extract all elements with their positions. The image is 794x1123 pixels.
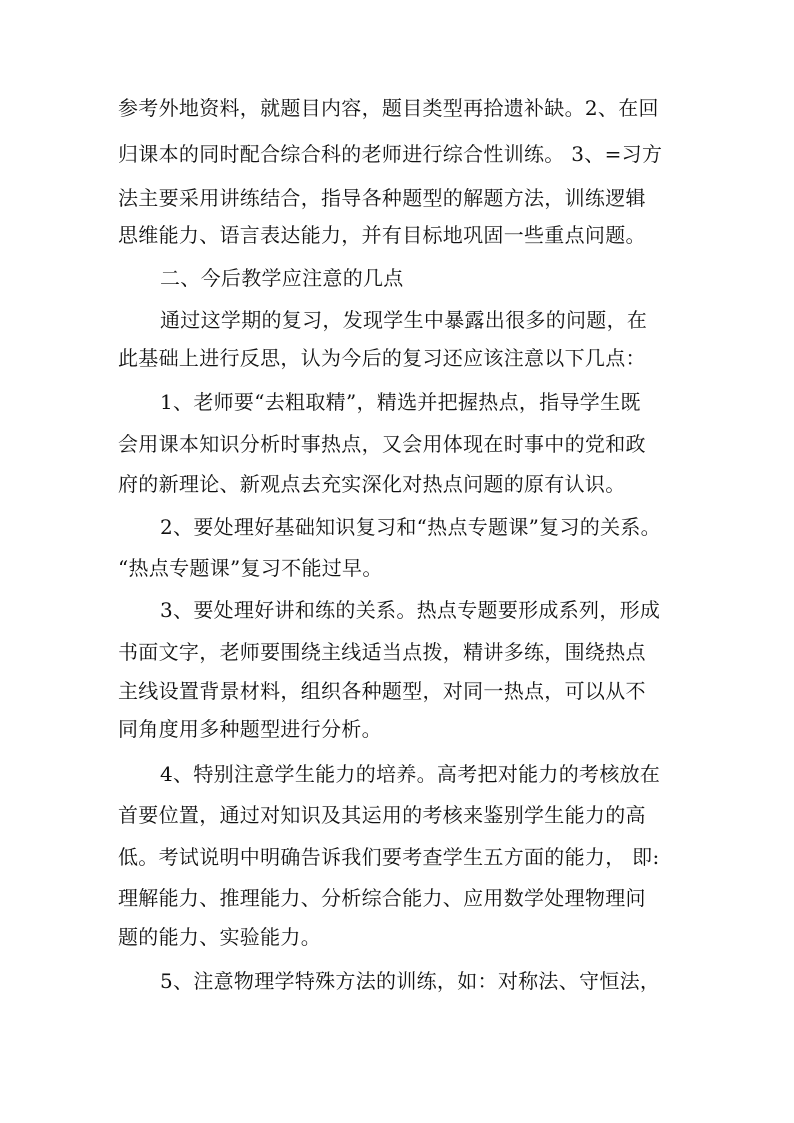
section-heading: 二、今后教学应注意的几点 [160,266,404,290]
text-line: 参考外地资料，就题目内容，题目类型再拾遗补缺。2、在回 [118,96,659,120]
text-line: 理解能力、推理能力、分析综合能力、应用数学处理物理问 [118,886,646,910]
text-line: 4、特别注意学生能力的培养。高考把对能力的考核放在 [160,762,661,786]
text-line: 会用课本知识分析时事热点，又会用体现在时事中的党和政 [118,432,646,456]
text-line: 同角度用多种题型进行分析。 [118,717,382,741]
text-line: 3、要处理好讲和练的关系。热点专题要形成系列，形成 [160,598,661,622]
text-line: 思维能力、语言表达能力，并有目标地巩固一些重点问题。 [118,223,646,247]
text-line: 2、要处理好基础知识复习和“热点专题课”复习的关系。 [160,515,661,539]
text-line: 书面文字，老师要围绕主线适当点拨，精讲多练，围绕热点 [118,640,646,664]
text-line: 主线设置背景材料，组织各种题型，对同一热点，可以从不 [118,679,646,703]
text-line: 归课本的同时配合综合科的老师进行综合性训练。 3、=习方 [118,142,663,166]
text-line: 1、老师要“去粗取精”，精选并把握热点，指导学生既 [160,390,641,414]
text-line: 首要位置，通过对知识及其运用的考核来鉴别学生能力的高 [118,803,646,827]
text-line: “热点专题课”复习不能过早。 [118,556,383,580]
text-line: 此基础上进行反思，认为今后的复习还应该注意以下几点： [118,346,646,370]
text-line: 法主要采用讲练结合，指导各种题型的解题方法，训练逻辑 [118,186,646,210]
text-line: 低。考试说明中明确告诉我们要考查学生五方面的能力， 即: [118,845,660,869]
text-line: 府的新理论、新观点去充实深化对热点问题的原有认识。 [118,472,626,496]
text-line: 通过这学期的复习，发现学生中暴露出很多的问题，在 [160,308,648,332]
text-line: 5、注意物理学特殊方法的训练，如：对称法、守恒法， [160,969,661,993]
text-line: 题的能力、实验能力。 [118,925,321,949]
